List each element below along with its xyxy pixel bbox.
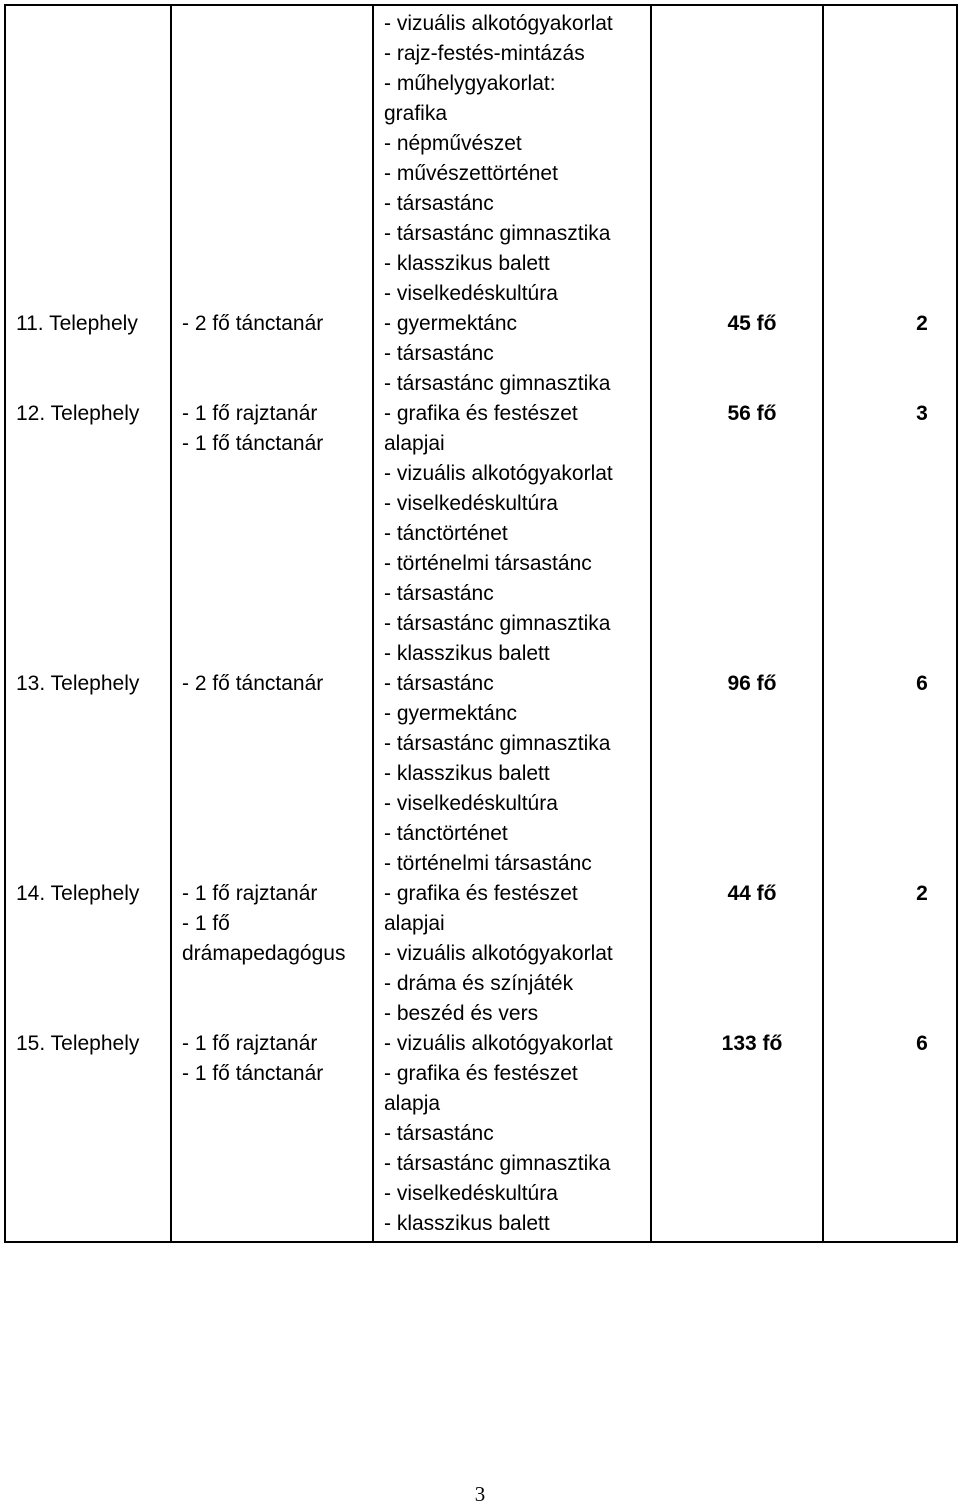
table-row bbox=[5, 1029, 957, 1242]
site-name: 12. Telephely bbox=[16, 402, 140, 425]
subjects-cell bbox=[373, 669, 651, 879]
staff-cell bbox=[171, 5, 373, 309]
staff-line: - 1 fő tánctanár bbox=[182, 1062, 324, 1085]
site-cell bbox=[5, 1029, 171, 1242]
subject-line: - társastánc gimnasztika bbox=[384, 222, 611, 245]
subject-line: - klasszikus balett bbox=[384, 252, 550, 275]
site-cell bbox=[5, 669, 171, 879]
subjects-cell bbox=[373, 309, 651, 399]
staff-cell bbox=[171, 879, 373, 1029]
subject-line: - vizuális alkotógyakorlat bbox=[384, 1032, 613, 1055]
subject-line: - társastánc gimnasztika bbox=[384, 612, 611, 635]
subject-line: - rajz-festés-mintázás bbox=[384, 42, 585, 65]
subjects-cell bbox=[373, 1029, 651, 1242]
subject-line: - grafika és festészet bbox=[384, 402, 578, 425]
students-cell bbox=[651, 879, 823, 1029]
student-count: 45 fő bbox=[727, 312, 777, 335]
subjects-cell bbox=[373, 399, 651, 669]
student-count: 133 fő bbox=[721, 1032, 783, 1055]
site-name: 14. Telephely bbox=[16, 882, 140, 905]
table-row bbox=[5, 309, 957, 399]
group-count: 3 bbox=[916, 402, 928, 425]
groups-cell bbox=[823, 669, 957, 879]
subject-line: - viselkedéskultúra bbox=[384, 492, 558, 515]
group-count: 6 bbox=[916, 672, 928, 695]
staff-line: drámapedagógus bbox=[182, 942, 346, 965]
students-cell bbox=[651, 5, 823, 309]
subject-line: - társastánc gimnasztika bbox=[384, 732, 611, 755]
staff-line: - 2 fő tánctanár bbox=[182, 312, 324, 335]
subject-line: - viselkedéskultúra bbox=[384, 282, 558, 305]
student-count: 96 fő bbox=[727, 672, 777, 695]
subject-line: - gyermektánc bbox=[384, 312, 518, 335]
subject-line: - történelmi társastánc bbox=[384, 852, 592, 875]
subject-line: - viselkedéskultúra bbox=[384, 792, 558, 815]
staff-cell bbox=[171, 399, 373, 669]
site-cell bbox=[5, 879, 171, 1029]
subject-line: - grafika és festészet bbox=[384, 1062, 578, 1085]
subject-line: - népművészet bbox=[384, 132, 522, 155]
staff-cell bbox=[171, 1029, 373, 1242]
subject-line: alapjai bbox=[384, 432, 445, 455]
site-name: 13. Telephely bbox=[16, 672, 140, 695]
subjects-cell bbox=[373, 879, 651, 1029]
staff-cell bbox=[171, 309, 373, 399]
sites-table bbox=[4, 4, 958, 1243]
site-name: 11. Telephely bbox=[16, 312, 138, 335]
subject-line: grafika bbox=[384, 102, 448, 125]
student-count: 44 fő bbox=[727, 882, 777, 905]
subjects-cell bbox=[373, 5, 651, 309]
subject-line: - művészettörténet bbox=[384, 162, 558, 185]
staff-line: - 1 fő rajztanár bbox=[182, 402, 318, 425]
subject-line: - tánctörténet bbox=[384, 822, 508, 845]
subject-line: - gyermektánc bbox=[384, 702, 518, 725]
subject-line: - társastánc bbox=[384, 342, 494, 365]
subject-line: - társastánc bbox=[384, 672, 494, 695]
table-row bbox=[5, 669, 957, 879]
site-cell bbox=[5, 309, 171, 399]
groups-cell bbox=[823, 5, 957, 309]
subject-line: - beszéd és vers bbox=[384, 1002, 539, 1025]
staff-line: - 1 fő tánctanár bbox=[182, 432, 324, 455]
subject-line: - társastánc bbox=[384, 1122, 494, 1145]
subject-line: alapja bbox=[384, 1092, 441, 1115]
subject-line: - klasszikus balett bbox=[384, 762, 550, 785]
students-cell bbox=[651, 309, 823, 399]
students-cell bbox=[651, 399, 823, 669]
group-count: 2 bbox=[916, 312, 928, 335]
site-name: 15. Telephely bbox=[16, 1032, 140, 1055]
students-cell bbox=[651, 1029, 823, 1242]
subject-line: - klasszikus balett bbox=[384, 1212, 550, 1235]
groups-cell bbox=[823, 879, 957, 1029]
subject-line: - társastánc gimnasztika bbox=[384, 1152, 611, 1175]
subject-line: - klasszikus balett bbox=[384, 642, 550, 665]
subject-line: - társastánc bbox=[384, 582, 494, 605]
subject-line: - dráma és színjáték bbox=[384, 972, 574, 995]
subject-line: - viselkedéskultúra bbox=[384, 1182, 558, 1205]
groups-cell bbox=[823, 399, 957, 669]
subject-line: - vizuális alkotógyakorlat bbox=[384, 12, 613, 35]
subject-line: - tánctörténet bbox=[384, 522, 508, 545]
subject-line: alapjai bbox=[384, 912, 445, 935]
group-count: 6 bbox=[916, 1032, 928, 1055]
group-count: 2 bbox=[916, 882, 928, 905]
students-cell bbox=[651, 669, 823, 879]
staff-cell bbox=[171, 669, 373, 879]
table-row bbox=[5, 399, 957, 669]
subject-line: - történelmi társastánc bbox=[384, 552, 592, 575]
table-row bbox=[5, 879, 957, 1029]
staff-line: - 2 fő tánctanár bbox=[182, 672, 324, 695]
sites-table-body bbox=[5, 5, 957, 1242]
subject-line: - vizuális alkotógyakorlat bbox=[384, 942, 613, 965]
subject-line: - társastánc gimnasztika bbox=[384, 372, 611, 395]
student-count: 56 fő bbox=[727, 402, 777, 425]
staff-line: - 1 fő rajztanár bbox=[182, 1032, 318, 1055]
staff-line: - 1 fő rajztanár bbox=[182, 882, 318, 905]
groups-cell bbox=[823, 309, 957, 399]
subject-line: - műhelygyakorlat: bbox=[384, 72, 556, 95]
subject-line: - vizuális alkotógyakorlat bbox=[384, 462, 613, 485]
site-cell bbox=[5, 399, 171, 669]
staff-line: - 1 fő bbox=[182, 912, 230, 935]
subject-line: - grafika és festészet bbox=[384, 882, 578, 905]
table-row bbox=[5, 5, 957, 309]
subject-line: - társastánc bbox=[384, 192, 494, 215]
site-cell bbox=[5, 5, 171, 309]
groups-cell bbox=[823, 1029, 957, 1242]
page-number: 3 bbox=[474, 1482, 486, 1506]
